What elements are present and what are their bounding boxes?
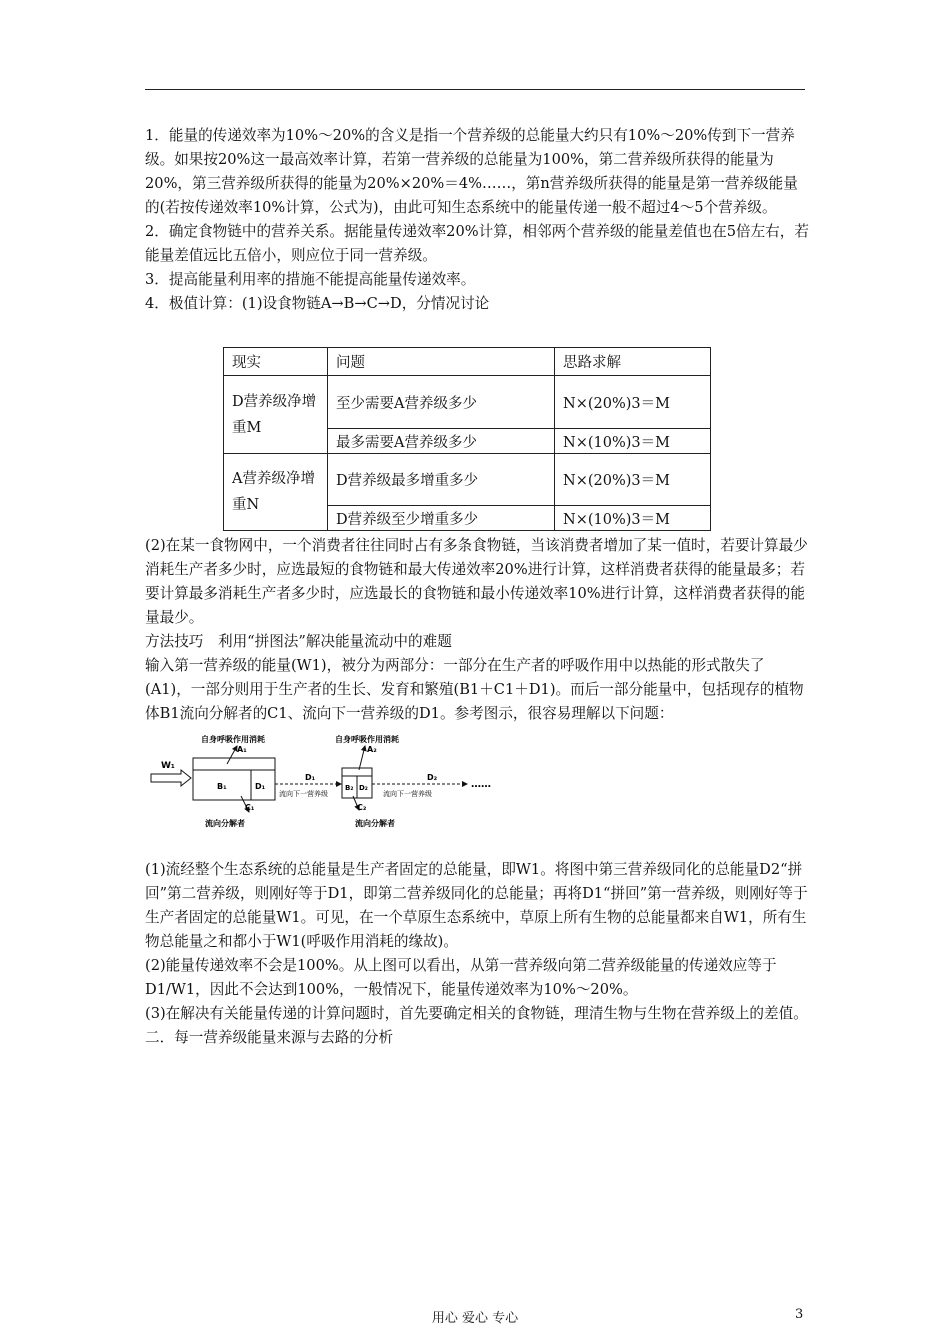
resp-label-2: 自身呼吸作用消耗 [335, 735, 399, 744]
table-cell: N×(20%)3＝M [555, 454, 711, 506]
c1-label: C₁ [245, 803, 255, 812]
extreme-value-table [223, 347, 711, 531]
page-number: 3 [795, 1307, 804, 1322]
table-cell: D营养级至少增重多少 [328, 506, 555, 531]
paragraph-4: 4．极值计算：(1)设食物链A→B→C→D，分情况讨论 [145, 295, 490, 312]
page-footer: 用心 爱心 专心 [431, 1311, 519, 1326]
table-header-cell: 思路求解 [555, 348, 711, 376]
section-heading: 二．每一营养级能量来源与去路的分析 [145, 1029, 394, 1046]
table-row [224, 454, 711, 506]
table-header-row [224, 348, 711, 376]
paragraph-9: (3)在解决有关能量传递的计算问题时，首先要确定相关的食物链，理清生物与生物在营养级上的差值。 [145, 1005, 808, 1022]
table-group-label: A营养级净增重N [224, 454, 328, 531]
method-tip: 方法技巧 利用“拼图法”解决能量流动中的难题 [145, 633, 452, 650]
page-body [145, 124, 809, 316]
table-header-cell: 现实 [224, 348, 328, 376]
b1-label: B₁ [217, 782, 227, 791]
table-header-cell: 问题 [328, 348, 555, 376]
table-cell: 最多需要A营养级多少 [328, 429, 555, 454]
energy-flow-diagram [145, 730, 505, 830]
b2-label: B₂ [345, 784, 354, 792]
resp-label-1: 自身呼吸作用消耗 [201, 735, 265, 744]
page-body-3 [145, 858, 809, 1050]
w1-label: W₁ [161, 761, 175, 771]
d2-arrow-label: D₂ [427, 773, 438, 782]
table-cell: N×(10%)3＝M [555, 506, 711, 531]
paragraph-7: (1)流经整个生态系统的总能量是生产者固定的总能量，即W1。将图中第三营养级同化的总能量D2“拼回”第二营养级，则刚好等于D1，即第二营养级同化的总能量；再将D1“拼回”第一营养级，则刚好等于生产者固定的总能量W1。可见，在一个草原生态系统中，草原上所有生物的总能量都来自W1，所有生物总能量之和都小于W1(呼吸作用消耗的缘故)。 [145, 861, 808, 950]
d2-box-label: D₂ [359, 784, 368, 792]
input-arrow [151, 770, 191, 786]
next-level-label-1: 流向下一营养级 [279, 790, 328, 798]
page-body-2 [145, 534, 809, 726]
decomp-label-2: 流向分解者 [355, 819, 395, 828]
paragraph-8: (2)能量传递效率不会是100%。从上图可以看出，从第一营养级向第二营养级能量的传递效应等于D1/W1，因此不会达到100%，一般情况下，能量传递效率为10%～20%。 [145, 957, 777, 998]
paragraph-1: 1．能量的传递效率为10%～20%的含义是指一个营养级的总能量大约只有10%～20%传到下一营养级。如果按20%这一最高效率计算，若第一营养级的总能量为100%，第二营养级所获得的能量为20%，第三营养级所获得的能量为20%×20%＝4%……，第n营养级所获得的能量是第一营养级能量的(若按传递效率10%计算，公式为)，由此可知生态系统中的能量传递一般不超过4～5个营养级。 [145, 127, 798, 216]
level1-box [193, 758, 275, 800]
table-cell: 至少需要A营养级多少 [328, 376, 555, 429]
table-cell: N×(10%)3＝M [555, 429, 711, 454]
header-rule [145, 89, 805, 90]
table-cell: D营养级最多增重多少 [328, 454, 555, 506]
c2-label: C₂ [357, 803, 367, 812]
next-level-label-2: 流向下一营养级 [383, 790, 432, 798]
paragraph-2: 2．确定食物链中的营养关系。据能量传递效率20%计算，相邻两个营养级的能量差值也在5倍左右，若能量差值远比五倍小，则应位于同一营养级。 [145, 223, 809, 264]
d1-arrow-label: D₁ [305, 773, 316, 782]
a2-label: A₂ [367, 745, 377, 754]
table-group-label: D营养级净增重M [224, 376, 328, 454]
a1-label: A₁ [237, 745, 247, 754]
paragraph-3: 3．提高能量利用率的措施不能提高能量传递效率。 [145, 271, 476, 288]
table-row [224, 376, 711, 429]
paragraph-5: (2)在某一食物网中，一个消费者往往同时占有多条食物链，当该消费者增加了某一值时，若要计算最少消耗生产者多少时，应选最短的食物链和最大传递效率20%进行计算，这样消费者获得的能量最多；若要计算最多消耗生产者多少时，应选最长的食物链和最小传递效率10%进行计算，这样消费者获得的能量最少。 [145, 537, 808, 626]
paragraph-6: 输入第一营养级的能量(W1)，被分为两部分：一部分在生产者的呼吸作用中以热能的形式散失了(A1)，一部分则用于生产者的生长、发育和繁殖(B1＋C1＋D1)。而后一部分能量中，包括现存的植物体B1流向分解者的C1、流向下一营养级的D1。参考图示，很容易理解以下问题： [145, 657, 804, 722]
table-cell: N×(20%)3＝M [555, 376, 711, 429]
resp-arrow-2 [359, 746, 365, 770]
decomp-label-1: 流向分解者 [205, 819, 245, 828]
continuation-dots: …… [471, 779, 491, 790]
d1-box-label: D₁ [255, 782, 266, 791]
